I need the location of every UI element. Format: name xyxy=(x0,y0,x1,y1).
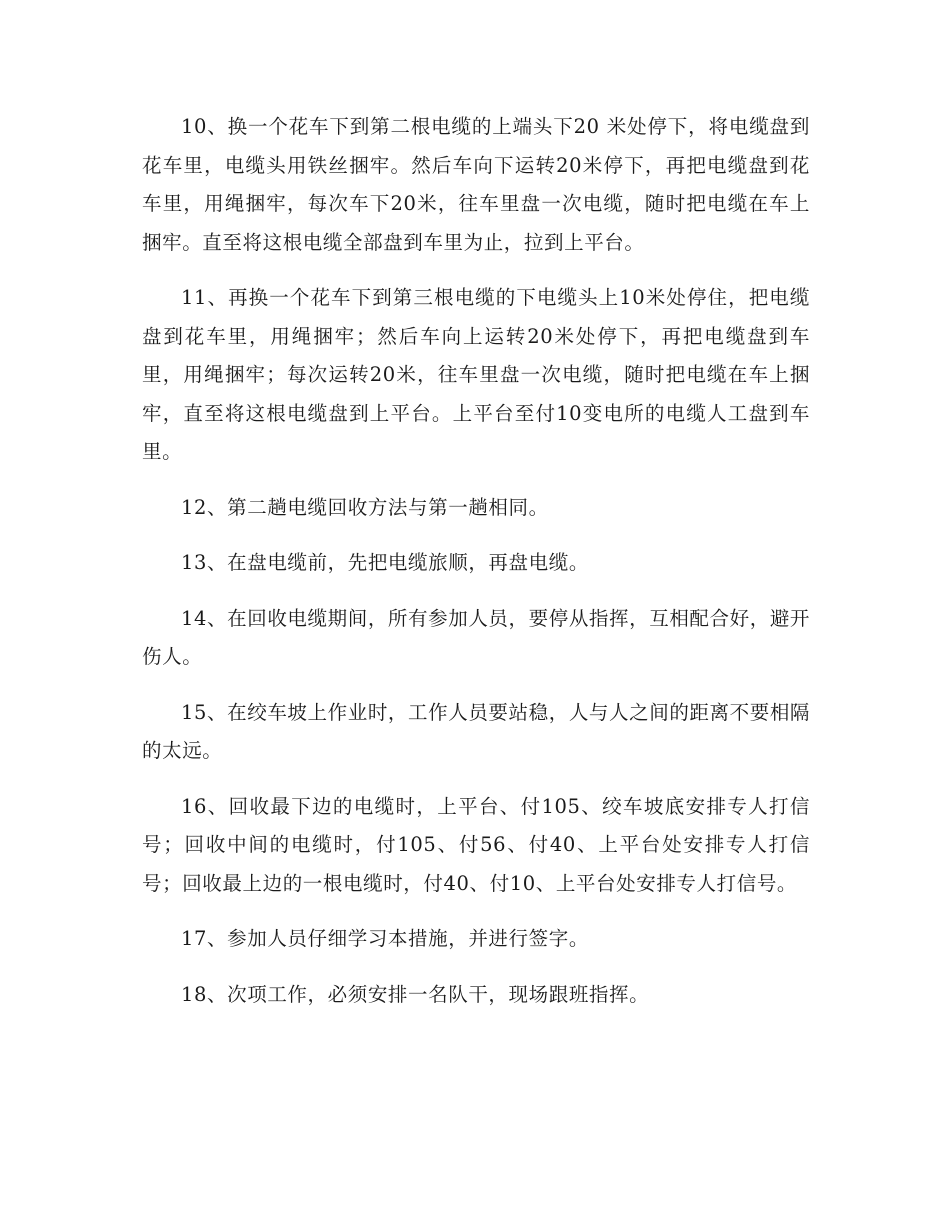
paragraph-item-15: 15、在绞车坡上作业时，工作人员要站稳，人与人之间的距离不要相隔的太远。 xyxy=(142,700,811,762)
paragraph-item-14: 14、在回收电缆期间，所有参加人员，要停从指挥，互相配合好，避开伤人。 xyxy=(142,606,811,668)
document-body xyxy=(142,108,810,1031)
paragraph-item-13: 13、在盘电缆前，先把电缆旅顺，再盘电缆。 xyxy=(181,551,589,574)
paragraph-item-12: 12、第二趟电缆回收方法与第一趟相同。 xyxy=(181,495,549,519)
paragraph-item-16: 16、回收最下边的电缆时，上平台、付105、绞车坡底安排专人打信号；回收中间的电缆时，付105、付56、付40、上平台处安排专人打信号；回收最上边的一根电缆时，付40、付10、上平台处安排专人打信号。 xyxy=(142,794,810,895)
paragraph-item-18: 18、次项工作，必须安排一名队干，现场跟班指挥。 xyxy=(181,982,650,1006)
paragraph-item-17: 17、参加人员仔细学习本措施，并进行签字。 xyxy=(181,927,589,950)
paragraph-item-10: 10、换一个花车下到第二根电缆的上端头下20 米处停下，将电缆盘到花车里，电缆头用铁丝捆牢。然后车向下运转20米停下，再把电缆盘到花车里，用绳捆牢，每次车下20米，往车里盘一次电缆，随时把电缆在车上捆牢。直至将这根电缆全部盘到车里为止，拉到上平台。 xyxy=(142,115,810,254)
paragraph-item-11: 11、再换一个花车下到第三根电缆的下电缆头上10米处停住，把电缆盘到花车里，用绳捆牢；然后车向上运转20米处停下，再把电缆盘到车里，用绳捆牢；每次运转20米，往车里盘一次电缆，随时把电缆在车上捆牢，直至将这根电缆盘到上平台。上平台至付10变电所的电缆人工盘到车里。 xyxy=(142,286,810,463)
